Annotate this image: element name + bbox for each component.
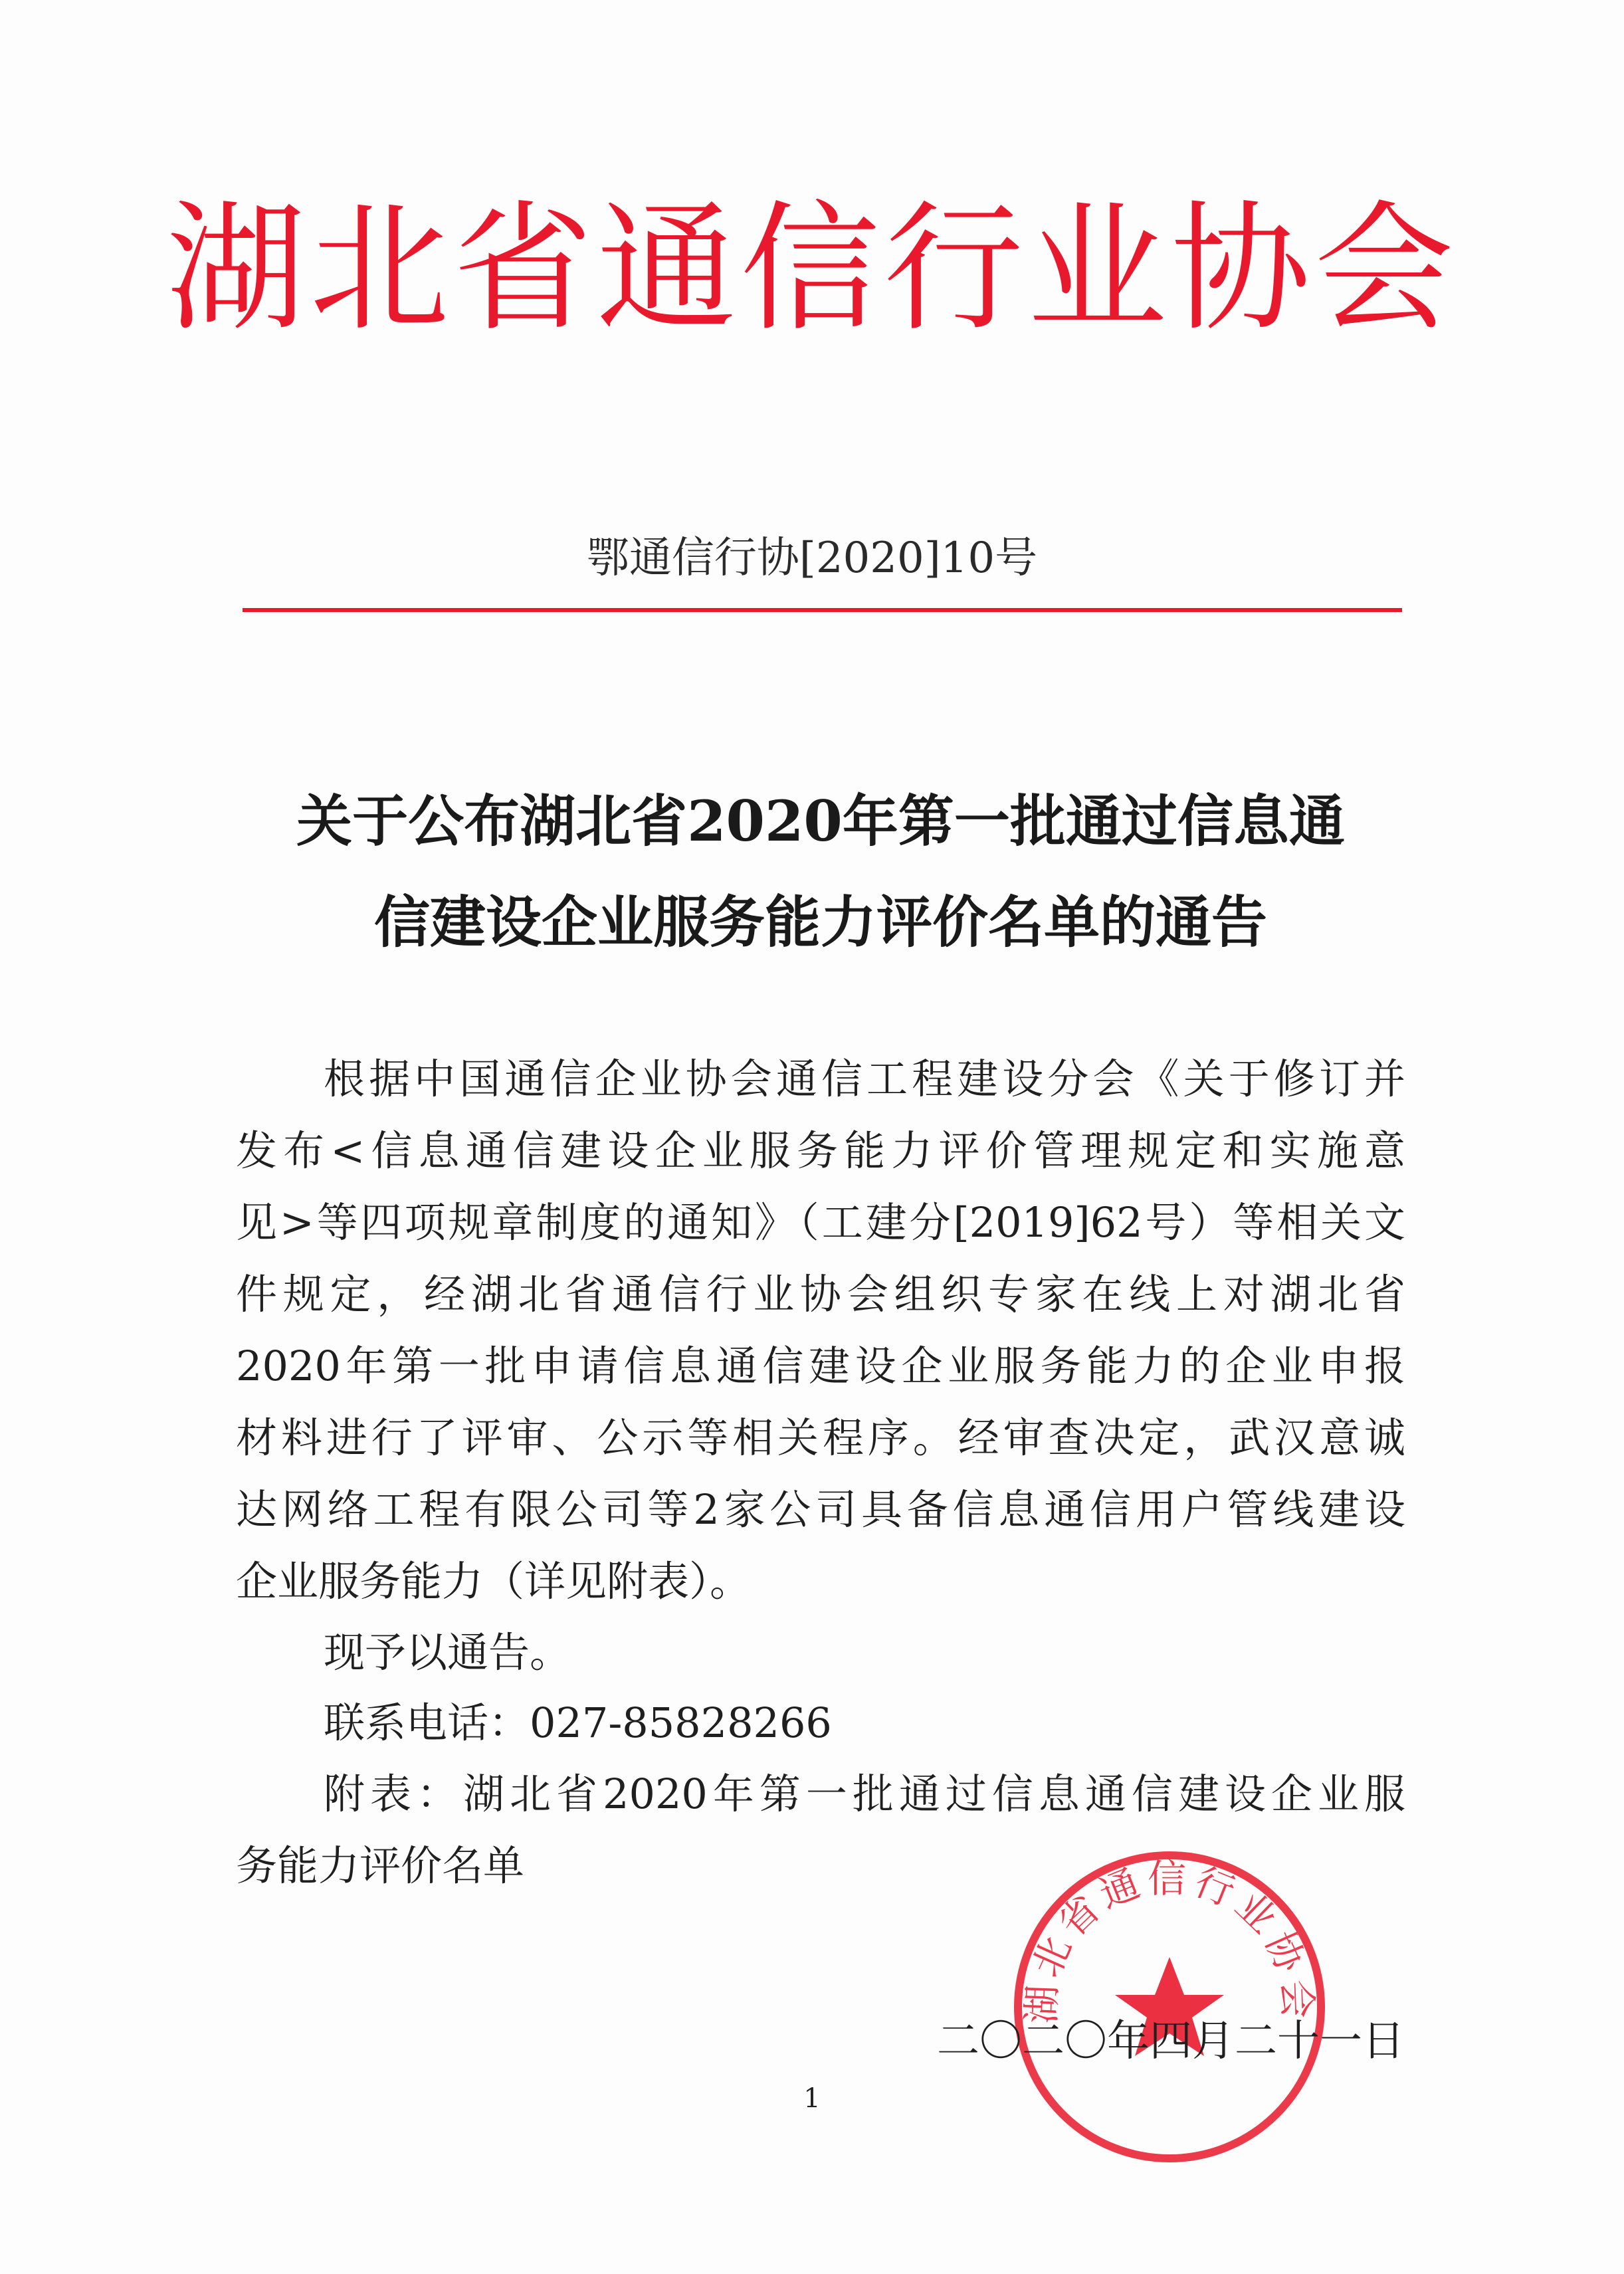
attachment-line: 附表：湖北省2020年第一批通过信息通信建设企业服 [324, 1770, 1405, 1818]
organization-header: 湖北省通信行业协会 [165, 187, 1458, 350]
title-line-1: 关于公布湖北省2020年第一批通过信息通 [296, 788, 1345, 854]
body-line: 见>等四项规章制度的通知》（工建分[2019]62号）等相关文 [236, 1198, 1405, 1247]
red-divider-line [243, 608, 1402, 612]
body-line: 件规定，经湖北省通信行业协会组织专家在线上对湖北省 [236, 1270, 1405, 1318]
title-line-2: 信建设企业服务能力评价名单的通告 [373, 889, 1267, 955]
contact-line: 联系电话：027-85828266 [324, 1699, 832, 1747]
page-number: 1 [803, 2083, 821, 2114]
body-line: 2020年第一批申请信息通信建设企业服务能力的企业申报 [236, 1342, 1405, 1390]
document-title [236, 771, 1405, 973]
notice-line: 现予以通告。 [324, 1628, 571, 1677]
body-line: 材料进行了评审、公示等相关程序。经审查决定，武汉意诚 [236, 1413, 1405, 1462]
body-line: 发布<信息通信建设企业服务能力评价管理规定和实施意 [236, 1126, 1405, 1175]
document-number: 鄂通信行协[2020]10号 [586, 534, 1038, 583]
issue-date: 二〇二〇年四月二十一日 [937, 2017, 1405, 2066]
seal-text: 湖北省通信行业协会 [1018, 1855, 1321, 2025]
document-body [236, 1043, 1405, 1902]
attachment-line-continued: 务能力评价名单 [236, 1841, 525, 1890]
body-line: 企业服务能力（详见附表）。 [236, 1557, 752, 1605]
body-line: 达网络工程有限公司等2家公司具备信息通信用户管线建设 [236, 1485, 1405, 1534]
body-line: 根据中国通信企业协会通信工程建设分会《关于修订并 [324, 1055, 1405, 1103]
